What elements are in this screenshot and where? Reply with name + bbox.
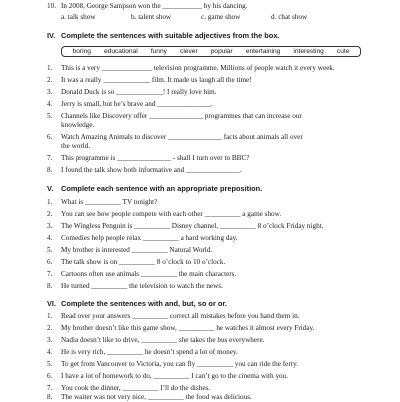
item-number: 5.: [47, 112, 53, 120]
item-text: What is __________ TV tonight?: [61, 198, 158, 206]
item-text: Cartoons often use animals __________ the main characters.: [61, 270, 237, 278]
item-number: 8.: [47, 393, 53, 401]
section-title: Complete the sentences with suitable adjectives from the box.: [61, 31, 280, 40]
item-text: It was a really _____________ film. It made us laugh all the time!: [61, 76, 252, 84]
item-number: 2.: [47, 324, 53, 332]
option-c[interactable]: c. game show: [201, 13, 241, 21]
item-text: This is a very ______________ television programme. Millions of people watch it every week.: [61, 64, 335, 72]
item-number: 7.: [47, 270, 53, 278]
item-text: Watch Amazing Animals to discover _______________ facts about animals all over: [61, 133, 303, 141]
section-title: Complete the sentences with and, but, so or or.: [61, 299, 227, 308]
item-text: I found the talk show both informative and _______________.: [61, 166, 242, 174]
item-text: He is very rich, __________ he doesn’t spend a lot of money.: [61, 348, 238, 356]
question-number: 10.: [47, 2, 56, 10]
section-number: V.: [47, 184, 54, 193]
item-text: The waiter was not very nice, __________ the food was delicious.: [61, 393, 252, 401]
list-item: [47, 166, 242, 175]
section-v-heading: [47, 184, 262, 193]
word-funny: funny: [150, 48, 167, 55]
list-item: [47, 198, 157, 207]
item-text: Donald Duck is so _____________! I really love him.: [61, 88, 217, 96]
item-text: To get from Vancouver to Victoria, you can fly __________ you can ride the ferry.: [61, 360, 299, 368]
list-item: [47, 324, 314, 333]
section-number: IV.: [47, 31, 56, 40]
item-number: 6.: [47, 258, 53, 266]
item-continuation: knowledge.: [61, 121, 95, 129]
item-number: 3.: [47, 336, 53, 344]
item-number: 7.: [47, 154, 53, 162]
item-text: Read over your answers __________ correct all mistakes before you hand them in.: [61, 312, 300, 320]
list-item: [47, 222, 324, 231]
item-number: 1.: [47, 198, 53, 206]
list-item: [47, 64, 335, 73]
word-clever: clever: [180, 48, 198, 55]
item-number: 6.: [47, 372, 53, 380]
list-item: [47, 100, 213, 109]
list-item: [47, 246, 212, 255]
item-text: Nadia doesn’t like to drive, __________ she takes the bus everywhere.: [61, 336, 265, 344]
list-item: [47, 348, 238, 357]
item-number: 5.: [47, 246, 53, 254]
item-number: 2.: [47, 76, 53, 84]
list-item: [47, 360, 298, 369]
item-number: 6.: [47, 133, 53, 141]
item-text: I have a lot of homework to do, __________ I can’t go to the cinema with you.: [61, 372, 289, 380]
list-item: [47, 88, 217, 97]
item-text: My brother is interested __________ Natural World.: [61, 246, 213, 254]
item-number: 5.: [47, 360, 53, 368]
item-text: Channels like Discovery offer _______________ programmes that can increase our: [61, 112, 302, 120]
item-text: This programme is _______________ - shall I turn over to BBC?: [61, 154, 250, 162]
list-item: [47, 282, 223, 291]
word-interesting: interesting: [293, 48, 324, 55]
word-popular: popular: [210, 48, 233, 55]
item-text: The Wingless Penguin is __________ Disney channel, __________ 8 o’clock Friday night.: [61, 222, 324, 230]
item-text: Jerry is small, but he’s brave and _______________.: [61, 100, 213, 108]
list-item: [47, 234, 238, 243]
word-educational: educational: [103, 48, 138, 55]
word-entertaining: entertaining: [245, 48, 281, 55]
item-text: He turned __________ the television to watch the news.: [61, 282, 223, 290]
list-item: [47, 336, 264, 345]
section-iv-heading: [47, 31, 280, 40]
question-10: [47, 2, 248, 11]
list-item: [47, 312, 300, 321]
option-d[interactable]: d. chat show: [271, 13, 308, 21]
question-10-options: [61, 13, 341, 22]
section-vi-heading: [47, 299, 227, 308]
list-item: [47, 393, 252, 402]
list-item: [47, 112, 302, 121]
list-item: [47, 384, 210, 393]
option-b[interactable]: b. talent show: [131, 13, 172, 21]
item-number: 8.: [47, 282, 53, 290]
item-number: 8.: [47, 166, 53, 174]
word-boring: boring: [72, 48, 91, 55]
list-item: [47, 372, 288, 381]
item-number: 4.: [47, 348, 53, 356]
word-cute: cute: [336, 48, 350, 55]
item-text: You can see how people compete with each other __________ a game show.: [61, 210, 282, 218]
option-a[interactable]: a. talk show: [61, 13, 96, 21]
question-text: In 2008, George Sampson won the ___________ by his dancing.: [61, 2, 248, 10]
list-item: [47, 258, 225, 267]
item-text: Comedies help people relax __________ a hard working day.: [61, 234, 238, 242]
list-item: [47, 270, 236, 279]
item-text: My brother doesn’t like this game show, __________ he watches it almost every Friday.: [61, 324, 315, 332]
section-number: VI.: [47, 299, 57, 308]
item-number: 7.: [47, 384, 53, 392]
item-number: 3.: [47, 222, 53, 230]
item-number: 3.: [47, 88, 53, 96]
list-item: [47, 133, 303, 142]
item-number: 1.: [47, 312, 53, 320]
word-box: [61, 46, 361, 57]
list-item: [47, 154, 249, 163]
section-title: Complete each sentence with an appropriate preposition.: [61, 184, 263, 193]
list-item: [47, 76, 252, 85]
item-number: 2.: [47, 210, 53, 218]
item-continuation: the world.: [61, 142, 91, 150]
item-text: The talk show is on __________ 8 o’clock to 10 o’clock.: [61, 258, 226, 266]
item-text: You cook the dinner, __________ I’ll do the dishes.: [61, 384, 211, 392]
list-item: [47, 210, 281, 219]
item-number: 4.: [47, 234, 53, 242]
item-number: 1.: [47, 64, 53, 72]
item-number: 4.: [47, 100, 53, 108]
